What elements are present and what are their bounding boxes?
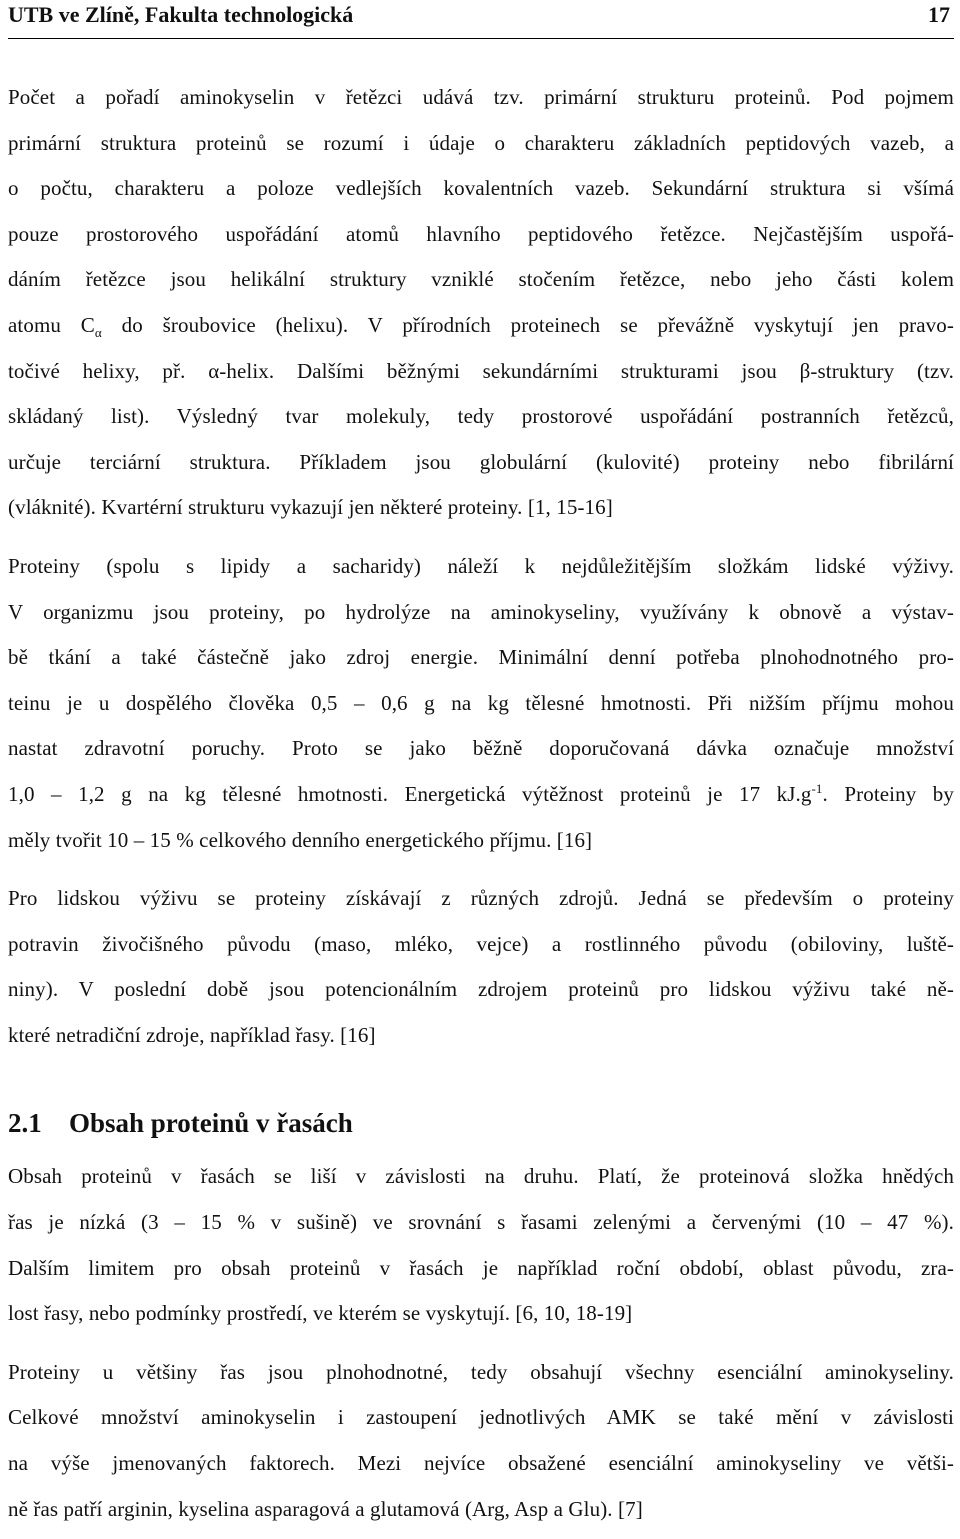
text-line: točivé helixy, př. α-helix. Dalšími běžnými sekundárními strukturami jsou β-struktury (tzv. (8, 358, 954, 383)
text-line: ně řas patří arginin, kyselina asparagová a glutamová (Arg, Asp a Glu). [7] (8, 1496, 643, 1521)
text-line: skládaný list). Výsledný tvar molekuly, tedy prostorové uspořádání postranních řetězců, (8, 404, 954, 429)
alpha-subscript: α (94, 325, 102, 341)
text-line (8, 772, 954, 818)
text-line: o počtu, charakteru a poloze vedlejších kovalentních vazeb. Sekundární struktura si všímá (8, 176, 954, 201)
paragraph-algae-protein-content (8, 1154, 954, 1336)
text-line: teinu je u dospělého člověka 0,5 – 0,6 g na kg tělesné hmotnosti. Při nižším příjmu mohou (8, 690, 954, 715)
text-line: které netradiční zdroje, například řasy. [16] (8, 1022, 376, 1047)
text-line: Počet a pořadí aminokyselin v řetězci udává tzv. primární strukturu proteinů. Pod pojmem (8, 85, 954, 109)
text-line: (vláknité). Kvartérní strukturu vykazují jen některé proteiny. [1, 15-16] (8, 495, 613, 520)
text-line: niny). V poslední době jsou potencionálním zdrojem proteinů pro lidskou výživu také ně- (8, 977, 954, 1002)
document-running-title: UTB ve Zlíně, Fakulta technologická (8, 2, 354, 27)
text-line: Dalším limitem pro obsah proteinů v řasách je například roční období, oblast původu, zra- (8, 1255, 954, 1280)
section-number: 2.1 (8, 1108, 42, 1139)
exponent-superscript: -1 (811, 780, 823, 796)
text-line: lost řasy, nebo podmínky prostředí, ve kterém se vyskytují. [6, 10, 18-19] (8, 1301, 633, 1326)
page-body (8, 75, 954, 1532)
paragraph-protein-sources (8, 876, 954, 1058)
text-line: na výše jmenovaných faktorech. Mezi nejvíce obsažené esenciální aminokyseliny ve větši- (8, 1451, 954, 1476)
paragraph-algae-amino-acids (8, 1350, 954, 1532)
page-number: 17 (928, 2, 950, 27)
text-fragment: atomu C (8, 312, 95, 337)
text-line: dáním řetězce jsou helikální struktury vzniklé stočením řetězce, nebo jeho části kolem (8, 267, 954, 292)
paragraph-protein-structure (8, 75, 954, 531)
text-line: V organizmu jsou proteiny, po hydrolýze na aminokyseliny, využívány k obnově a výstav- (8, 599, 954, 624)
text-line: potravin živočišného původu (maso, mléko, vejce) a rostlinného původu (obiloviny, luště- (8, 931, 954, 956)
text-fragment: . Proteiny by (822, 781, 954, 806)
text-fragment: do šroubovice (helixu). (101, 312, 368, 337)
text-fragment: V přírodních proteinech se převážně vyskytují jen pravo- (367, 312, 954, 337)
section-heading (8, 1101, 954, 1145)
text-line: měly tvořit 10 – 15 % celkového denního energetického příjmu. [16] (8, 827, 593, 852)
paragraph-protein-nutrition (8, 544, 954, 863)
text-line: primární struktura proteinů se rozumí i údaje o charakteru základních peptidových vazeb, a (8, 130, 954, 155)
text-line: Pro lidskou výživu se proteiny získávají z různých zdrojů. Jedná se především o proteiny (8, 886, 954, 911)
page-header (8, 0, 954, 39)
section-title: Obsah proteinů v řasách (69, 1108, 353, 1139)
text-line: řas je nízká (3 – 15 % v sušině) ve srovnání s řasami zelenými a červenými (10 – 47 %). (8, 1210, 954, 1235)
text-line: nastat zdravotní poruchy. Proto se jako běžně doporučovaná dávka označuje množství (8, 736, 954, 761)
text-line: bě tkání a také částečně jako zdroj energie. Minimální denní potřeba plnohodnotného pro- (8, 645, 954, 670)
text-fragment: 1,0 – 1,2 g na kg tělesné hmotnosti. Energetická výtěžnost proteinů je 17 kJ.g (8, 781, 812, 806)
text-line: pouze prostorového uspořádání atomů hlavního peptidového řetězce. Nejčastějším uspořá- (8, 221, 954, 246)
text-line: Obsah proteinů v řasách se liší v závislosti na druhu. Platí, že proteinová složka hnědých (8, 1164, 954, 1189)
text-line (8, 303, 954, 349)
text-line: Proteiny u většiny řas jsou plnohodnotné, tedy obsahují všechny esenciální aminokyseliny. (8, 1359, 954, 1384)
text-line: určuje terciární struktura. Příkladem jsou globulární (kulovité) proteiny nebo fibrilární (8, 449, 954, 474)
text-line: Celkové množství aminokyselin i zastoupení jednotlivých AMK se také mění v závislosti (8, 1405, 954, 1430)
text-line: Proteiny (spolu s lipidy a sacharidy) náleží k nejdůležitějším složkám lidské výživy. (8, 553, 954, 578)
